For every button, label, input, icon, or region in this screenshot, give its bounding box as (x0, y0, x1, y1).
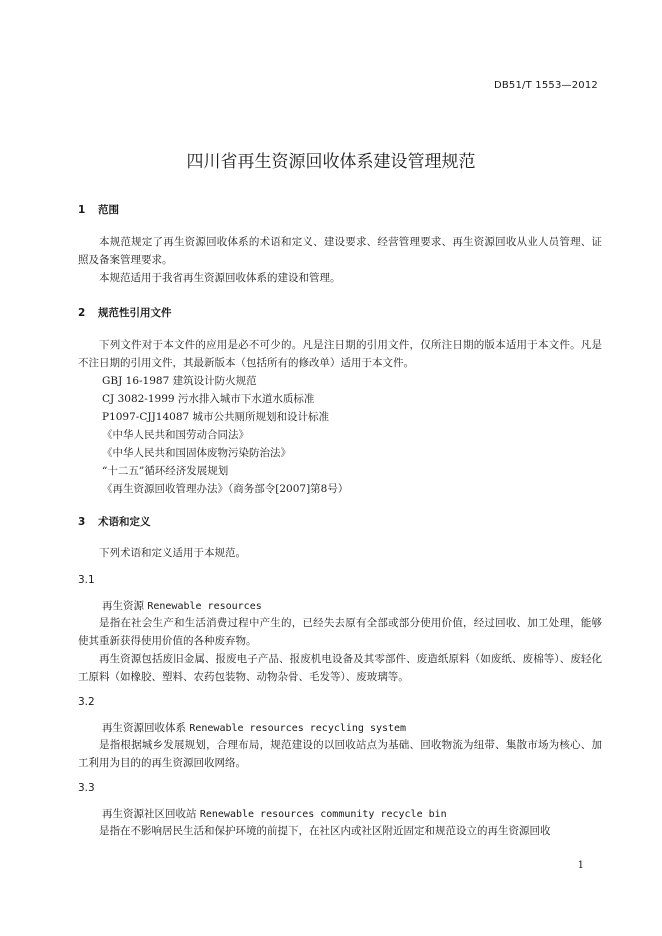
section-2-heading (78, 305, 172, 320)
term-3-2-definition: 是指根据城乡发展规划，合理布局，规范建设的以回收站点为基础、回收物流为纽带、集散市场为核心、加工利用为目的的再生资源回收网络。 (78, 739, 602, 769)
term-3-3-definition: 是指在不影响居民生活和保护环境的前提下，在社区内或社区附近固定和规范设立的再生资源回收 (99, 825, 551, 837)
term-chinese: 再生资源 (102, 600, 144, 612)
term-3-2-number: 3.2 (78, 696, 95, 708)
section-number: 1 (78, 204, 86, 216)
page-number: 1 (577, 860, 584, 871)
section-3-paragraph-1: 下列术语和定义适用于本规范。 (99, 547, 246, 559)
reference-item: 《中华人民共和国劳动合同法》 (102, 429, 249, 441)
document-code: DB51/T 1553—2012 (493, 80, 598, 91)
term-chinese: 再生资源社区回收站 (102, 808, 197, 820)
term-3-1-title (102, 598, 262, 613)
section-1-paragraph-2: 本规范适用于我省再生资源回收体系的建设和管理。 (99, 272, 341, 284)
section-title: 范围 (98, 204, 119, 216)
term-3-3-title (102, 806, 447, 821)
reference-item: P1097-CJJ14087 城市公共厕所规划和设计标准 (102, 411, 330, 423)
term-english: Renewable resources community recycle bin (199, 809, 447, 820)
term-3-3-number: 3.3 (78, 782, 95, 794)
term-english: Renewable resources recycling system (189, 723, 407, 734)
section-1-paragraph-1: 本规范规定了再生资源回收体系的术语和定义、建设要求、经营管理要求、再生资源回收从业人员管理、证照及备案管理要求。 (78, 236, 602, 266)
section-1-heading (78, 202, 119, 217)
term-3-1-scope: 再生资源包括废旧金属、报废电子产品、报废机电设备及其零部件、废造纸原料（如废纸、废棉等）、废轻化工原料（如橡胶、塑料、农药包装物、动物杂骨、毛发等）、废玻璃等。 (78, 653, 602, 683)
document-title: 四川省再生资源回收体系建设管理规范 (186, 152, 476, 172)
term-english: Renewable resources (147, 601, 262, 612)
section-title: 规范性引用文件 (98, 307, 172, 319)
reference-item: “十二五”循环经济发展规划 (102, 465, 229, 477)
section-title: 术语和定义 (98, 516, 151, 528)
reference-item: CJ 3082-1999 污水排入城市下水道水质标准 (102, 393, 315, 405)
reference-item: 《中华人民共和国固体废物污染防治法》 (102, 447, 291, 459)
section-number: 3 (78, 516, 86, 528)
section-2-paragraph-1: 下列文件对于本文件的应用是必不可少的。凡是注日期的引用文件，仅所注日期的版本适用于本文件。凡是不注日期的引用文件，其最新版本（包括所有的修改单）适用于本文件。 (78, 339, 602, 369)
term-3-1-number: 3.1 (78, 574, 95, 586)
section-3-heading (78, 514, 151, 529)
section-number: 2 (78, 307, 86, 319)
reference-item: 《再生资源回收管理办法》（商务部令[2007]第8号） (102, 483, 349, 495)
term-3-2-title (102, 720, 406, 735)
reference-item: GBJ 16-1987 建筑设计防火规范 (102, 375, 257, 387)
term-chinese: 再生资源回收体系 (102, 722, 186, 734)
term-3-1-definition: 是指在社会生产和生活消费过程中产生的，已经失去原有全部或部分使用价值，经过回收、加工处理，能够使其重新获得使用价值的各种废弃物。 (78, 617, 602, 647)
